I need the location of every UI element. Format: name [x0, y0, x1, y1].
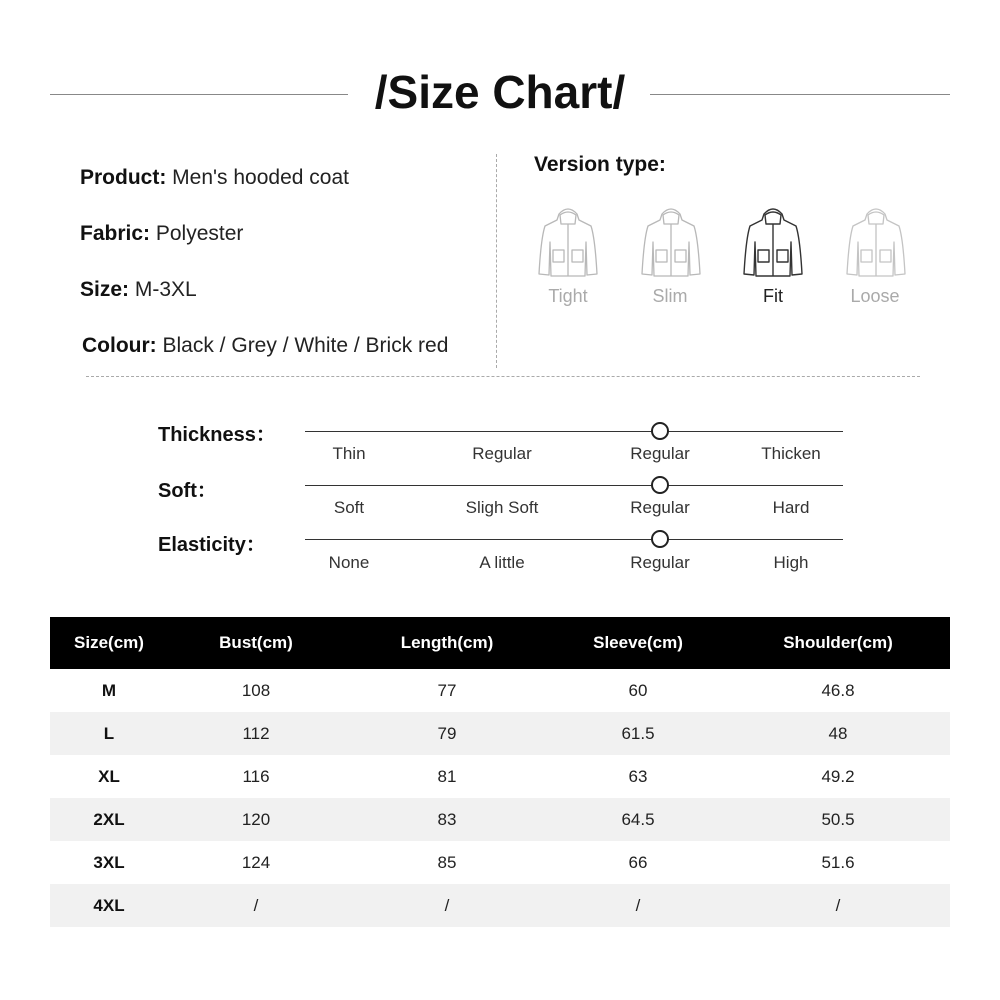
- scale-option: Regular: [472, 444, 532, 463]
- table-cell: 46.8: [821, 680, 855, 700]
- table-header: [50, 617, 950, 669]
- vertical-divider: [496, 154, 497, 368]
- scale-option: Regular: [630, 553, 690, 572]
- table-cell: 116: [242, 766, 270, 786]
- table-row: [50, 712, 950, 755]
- size-table: [50, 617, 950, 927]
- spec-fabric: [80, 222, 243, 246]
- table-row: [50, 884, 950, 927]
- scale-option: Regular: [630, 444, 690, 463]
- table-cell: 48: [828, 723, 848, 743]
- scale-option: None: [328, 553, 370, 572]
- scale-option: Regular: [630, 498, 690, 517]
- jacket-icon: [845, 204, 907, 280]
- table-cell: 83: [437, 809, 457, 829]
- table-cell: 60: [628, 680, 648, 700]
- table-cell: 3XL: [93, 852, 125, 872]
- table-cell: 108: [241, 680, 271, 700]
- elasticity-label: Elasticity：: [158, 534, 266, 556]
- spec-value: Polyester: [155, 222, 244, 245]
- table-cell: 85: [437, 852, 457, 872]
- header-shoulder: Shoulder(cm): [783, 633, 893, 652]
- table-row: [50, 841, 950, 884]
- table-row: [50, 669, 950, 712]
- table-cell: 64.5: [621, 809, 655, 829]
- elasticity-scale: [305, 539, 843, 540]
- table-cell: 4XL: [93, 895, 125, 915]
- table-cell: 50.5: [821, 809, 855, 829]
- title-bar: [50, 62, 950, 126]
- table-cell: 49.2: [821, 766, 855, 786]
- elasticity-marker: [651, 530, 669, 548]
- scale-option: A little: [479, 553, 525, 572]
- thickness-marker: [651, 422, 669, 440]
- spec-key: Fabric:: [80, 222, 151, 245]
- scale-option: Hard: [772, 498, 810, 517]
- table-body: [50, 669, 950, 927]
- scale-option: Sligh Soft: [465, 498, 539, 517]
- table-cell: /: [635, 895, 641, 915]
- header-length: Length(cm): [400, 633, 494, 652]
- page-title: /Size Chart/: [374, 66, 626, 118]
- table-cell: /: [253, 895, 259, 915]
- table-cell: 81: [437, 766, 457, 786]
- table-cell: XL: [98, 766, 120, 786]
- spec-value: M-3XL: [134, 278, 197, 301]
- spec-value: Black / Grey / White / Brick red: [162, 334, 449, 357]
- table-cell: 51.6: [821, 852, 855, 872]
- table-cell: 2XL: [93, 809, 125, 829]
- thickness-scale: [305, 431, 843, 432]
- spec-product: [80, 166, 349, 190]
- soft-scale: [305, 485, 843, 486]
- table-cell: M: [101, 680, 117, 700]
- horizontal-divider: [86, 376, 920, 377]
- table-cell: 120: [241, 809, 271, 829]
- spec-key: Colour:: [82, 334, 157, 357]
- scale-option: High: [773, 553, 809, 572]
- version-title: Version type:: [534, 153, 666, 176]
- spec-size: [80, 278, 197, 302]
- jacket-icon: [640, 204, 702, 280]
- soft-marker: [651, 476, 669, 494]
- table-cell: 77: [437, 680, 457, 700]
- table-cell: 112: [242, 723, 270, 743]
- jacket-icon: [742, 204, 804, 280]
- table-cell: /: [444, 895, 450, 915]
- table-row: [50, 755, 950, 798]
- scale-option: Thin: [332, 444, 366, 463]
- version-option-tight: Tight: [548, 286, 588, 306]
- scale-option: Thicken: [761, 444, 821, 463]
- header-sleeve: Sleeve(cm): [593, 633, 683, 652]
- table-cell: 124: [241, 852, 271, 872]
- spec-colour: [82, 334, 448, 358]
- table-cell: 63: [628, 766, 648, 786]
- version-option-slim: Slim: [652, 286, 688, 306]
- title-rule-right: [650, 94, 950, 95]
- spec-key: Size:: [80, 278, 130, 301]
- table-cell: 61.5: [621, 723, 655, 743]
- scale-option: Soft: [333, 498, 365, 517]
- header-size: Size(cm): [74, 633, 144, 652]
- spec-value: Men's hooded coat: [172, 166, 349, 189]
- header-bust: Bust(cm): [219, 633, 293, 652]
- table-cell: L: [103, 723, 115, 743]
- soft-label: Soft：: [158, 480, 217, 502]
- spec-key: Product:: [80, 166, 167, 189]
- table-cell: 79: [437, 723, 457, 743]
- jacket-icon: [537, 204, 599, 280]
- table-cell: /: [835, 895, 841, 915]
- version-option-fit: Fit: [763, 286, 783, 306]
- table-cell: 66: [628, 852, 648, 872]
- table-row: [50, 798, 950, 841]
- version-option-loose: Loose: [850, 286, 900, 306]
- thickness-label: Thickness：: [158, 424, 276, 446]
